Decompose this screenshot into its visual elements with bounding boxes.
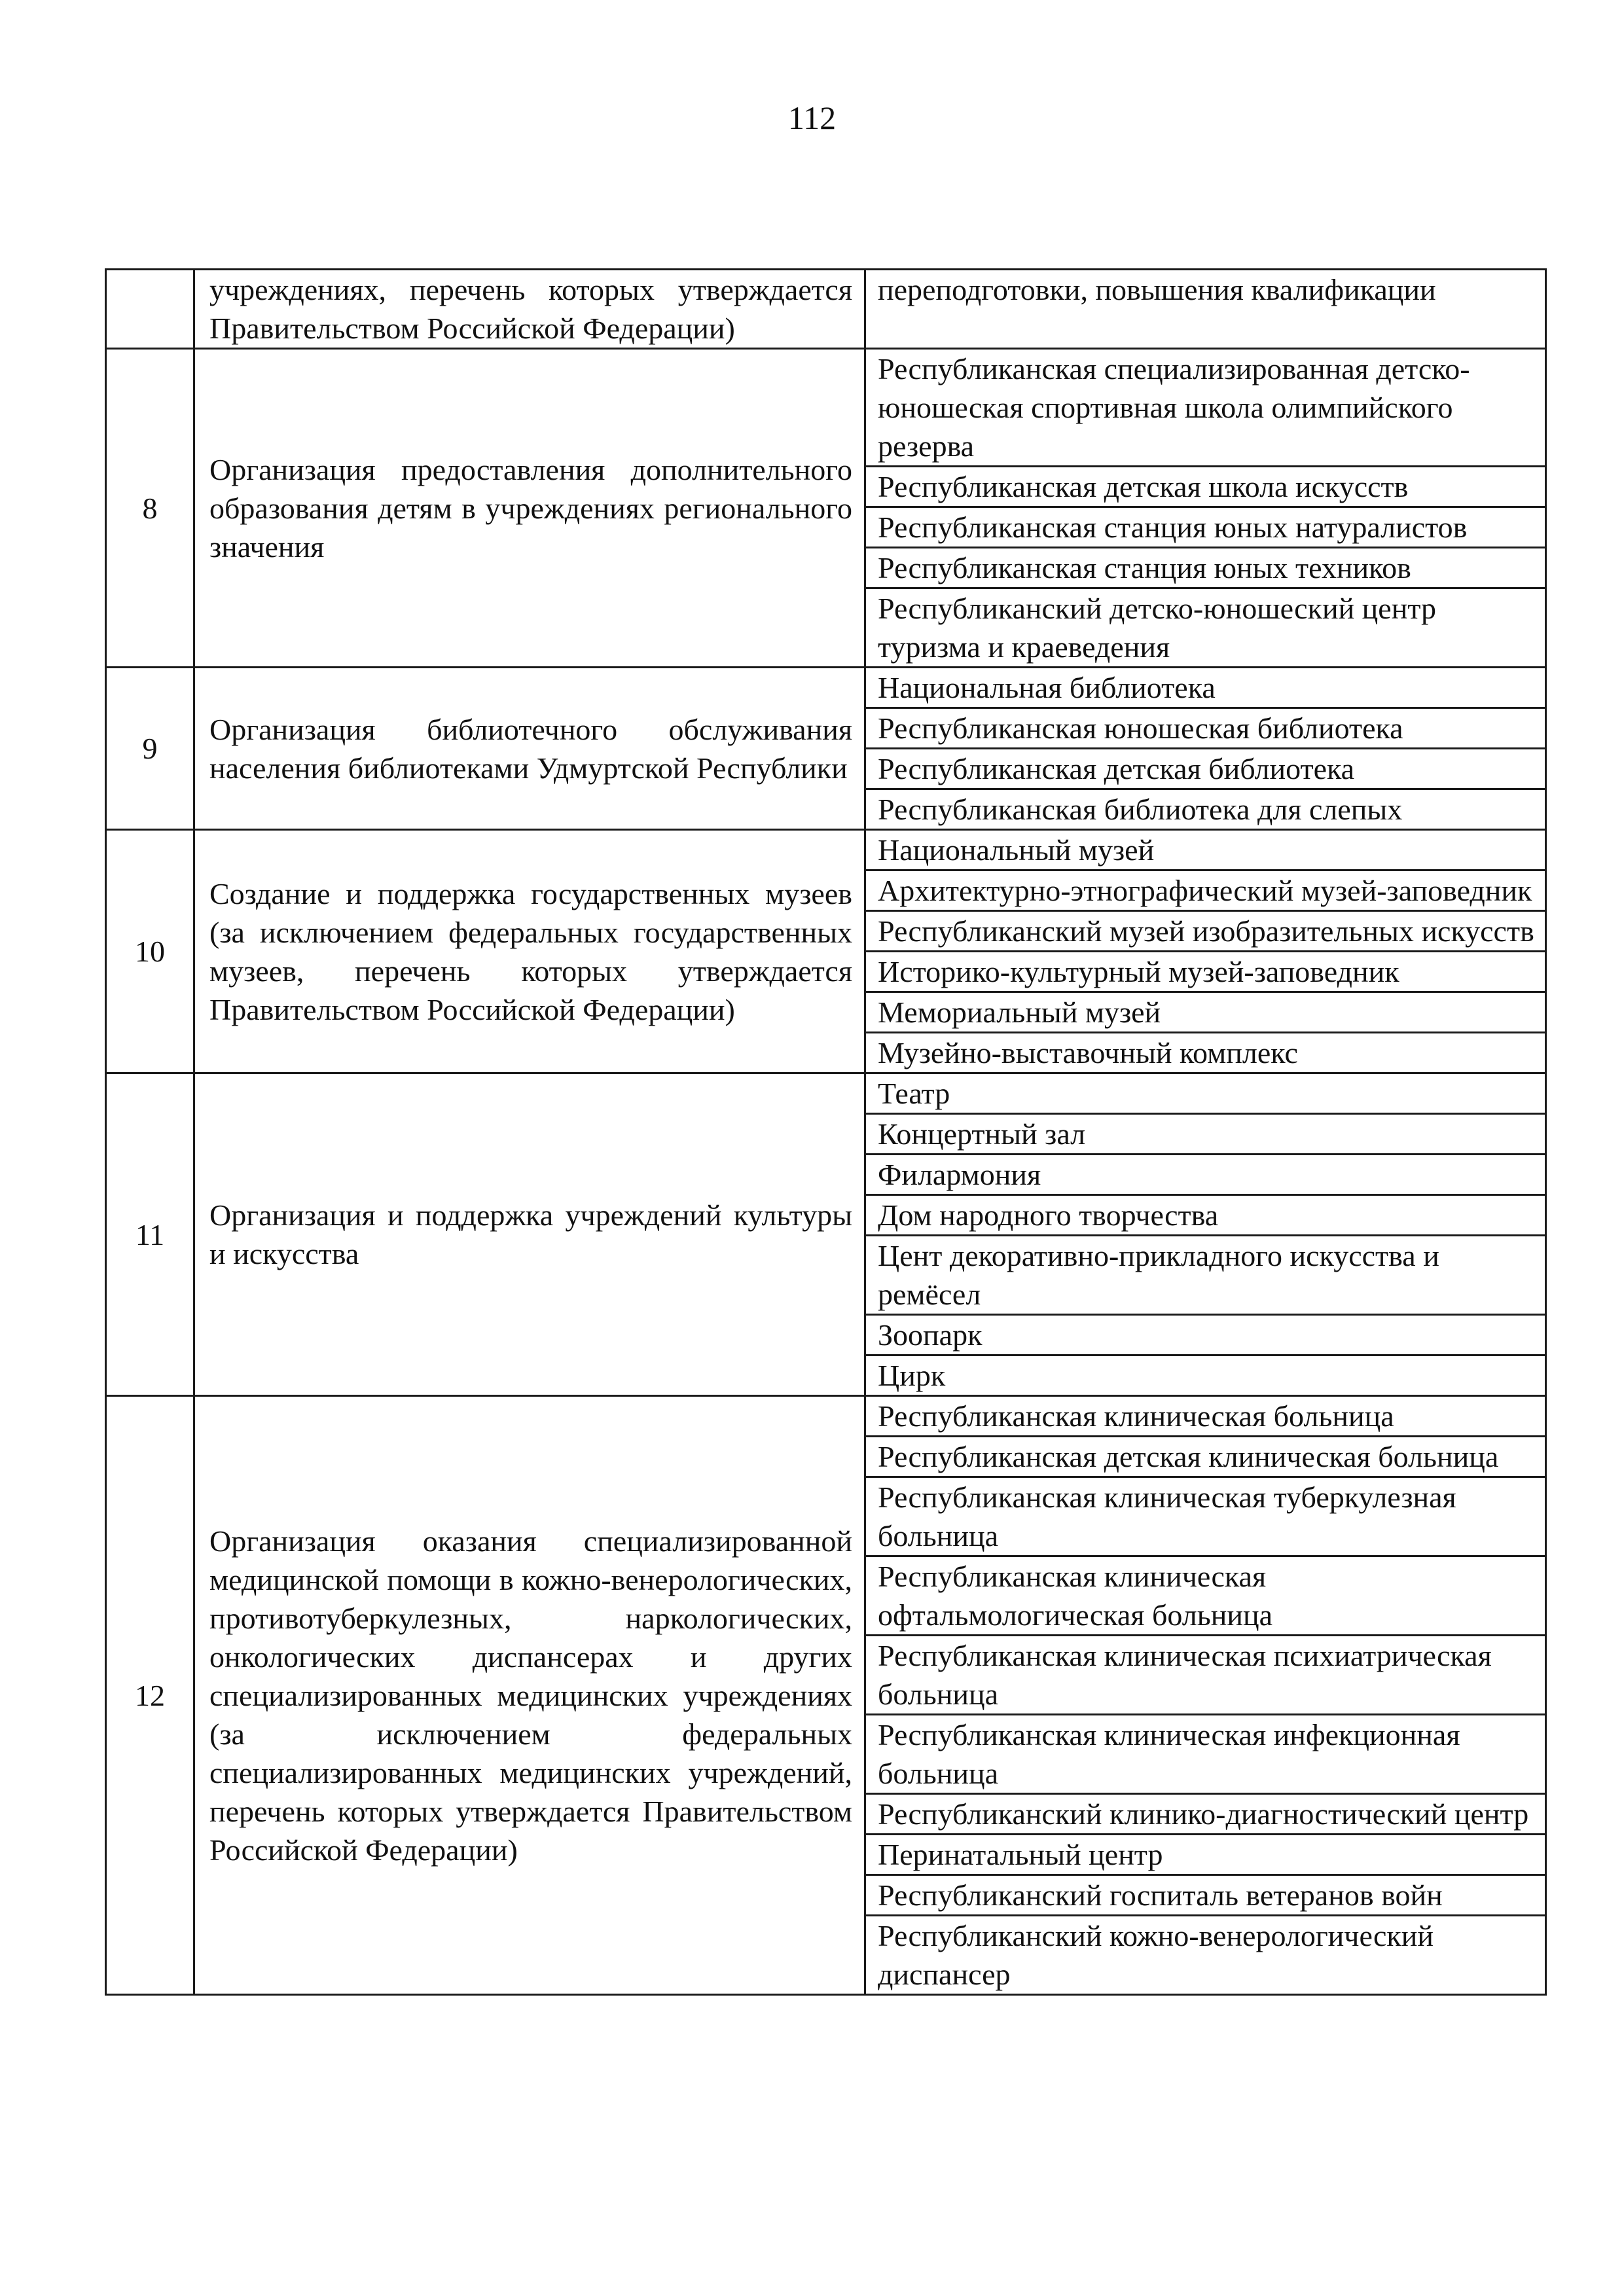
institutions-cell bbox=[865, 668, 1546, 830]
institutions-list bbox=[866, 1074, 1545, 1395]
institution-item: Цент декоративно-прикладного искусства и ремёсел bbox=[866, 1236, 1545, 1316]
table-row bbox=[106, 270, 1546, 349]
institution-item: Театр bbox=[866, 1074, 1545, 1115]
institutions-cell bbox=[865, 1073, 1546, 1396]
institutions-list bbox=[866, 350, 1545, 666]
institution-item: Республиканская клиническая туберкулезная больница bbox=[866, 1478, 1545, 1557]
institution-item: Республиканская детская библиотека bbox=[866, 749, 1545, 790]
institution-item: переподготовки, повышения квалификации bbox=[878, 273, 1436, 306]
row-number: 8 bbox=[106, 349, 194, 668]
table-row bbox=[106, 1396, 1546, 1995]
institutions-list bbox=[866, 831, 1545, 1072]
row-number: 11 bbox=[106, 1073, 194, 1396]
table-row bbox=[106, 349, 1546, 668]
service-description: учреждениях, перечень которых утверждается Правительством Российской Федерации) bbox=[194, 270, 865, 349]
service-description: Создание и поддержка государственных музеев (за исключением федеральных государственных музеев, перечень которых утверждается Правительством Российской Федерации) bbox=[194, 830, 865, 1073]
row-number bbox=[106, 270, 194, 349]
institution-item: Национальный музей bbox=[866, 831, 1545, 871]
institution-item: Республиканский клинико-диагностический центр bbox=[866, 1795, 1545, 1835]
institutions-list bbox=[866, 668, 1545, 829]
institution-item: Республиканская клиническая психиатрическая больница bbox=[866, 1636, 1545, 1715]
institution-item: Республиканская клиническая офтальмологическая больница bbox=[866, 1557, 1545, 1636]
institution-item: Концертный зал bbox=[866, 1115, 1545, 1155]
institution-item: Республиканская станция юных натуралистов bbox=[866, 508, 1545, 548]
institution-item: Национальная библиотека bbox=[866, 668, 1545, 709]
institution-item: Республиканская клиническая инфекционная больница bbox=[866, 1715, 1545, 1795]
institution-item: Республиканская детская клиническая больница bbox=[866, 1437, 1545, 1478]
institution-item: Республиканский музей изобразительных искусств bbox=[866, 912, 1545, 952]
institution-item: Музейно-выставочный комплекс bbox=[878, 1036, 1298, 1069]
institutions-cell bbox=[865, 830, 1546, 1073]
page-number: 112 bbox=[787, 99, 837, 136]
service-description: Организация оказания специализированной медицинской помощи в кожно-венерологических, противотуберкулезных, наркологических, онкологических диспансерах и других специализированных медицинских учреждениях (за исключением федеральных специализированных медицинских учреждений, перечень которых утверждается Правительством Российской Федерации) bbox=[194, 1396, 865, 1995]
service-description: Организация и поддержка учреждений культуры и искусства bbox=[194, 1073, 865, 1396]
services-table bbox=[105, 268, 1547, 1996]
institution-item: Республиканский детско-юношеский центр туризма и краеведения bbox=[878, 592, 1436, 664]
institution-item: Республиканская юношеская библиотека bbox=[866, 709, 1545, 749]
institution-item: Зоопарк bbox=[866, 1316, 1545, 1356]
table-body bbox=[106, 270, 1546, 1995]
table-row bbox=[106, 830, 1546, 1073]
row-number: 12 bbox=[106, 1396, 194, 1995]
institutions-cell bbox=[865, 349, 1546, 668]
table-row bbox=[106, 668, 1546, 830]
institution-item: Республиканская станция юных техников bbox=[866, 548, 1545, 589]
institution-item: Архитектурно-этнографический музей-заповедник bbox=[866, 871, 1545, 912]
institution-item: Дом народного творчества bbox=[866, 1196, 1545, 1236]
institution-item: Республиканская библиотека для слепых bbox=[878, 793, 1403, 826]
institution-item: Перинатальный центр bbox=[866, 1835, 1545, 1876]
institution-item: Цирк bbox=[878, 1359, 946, 1392]
institutions-cell bbox=[865, 270, 1546, 349]
institution-item: Историко-культурный музей-заповедник bbox=[866, 952, 1545, 993]
service-description: Организация предоставления дополнительного образования детям в учреждениях регионального значения bbox=[194, 349, 865, 668]
institution-item: Мемориальный музей bbox=[866, 993, 1545, 1033]
row-number: 9 bbox=[106, 668, 194, 830]
institutions-list bbox=[866, 1397, 1545, 1994]
institution-item: Филармония bbox=[866, 1155, 1545, 1196]
institution-item: Республиканский госпиталь ветеранов войн bbox=[866, 1876, 1545, 1916]
table-row bbox=[106, 1073, 1546, 1396]
institutions-list bbox=[866, 270, 1545, 309]
institutions-cell bbox=[865, 1396, 1546, 1995]
institution-item: Республиканская детская школа искусств bbox=[866, 467, 1545, 508]
service-description: Организация библиотечного обслуживания населения библиотеками Удмуртской Республики bbox=[194, 668, 865, 830]
institution-item: Республиканский кожно-венерологический диспансер bbox=[878, 1919, 1434, 1991]
institution-item: Республиканская клиническая больница bbox=[866, 1397, 1545, 1437]
row-number: 10 bbox=[106, 830, 194, 1073]
institution-item: Республиканская специализированная детско-юношеская спортивная школа олимпийского резерва bbox=[866, 350, 1545, 467]
